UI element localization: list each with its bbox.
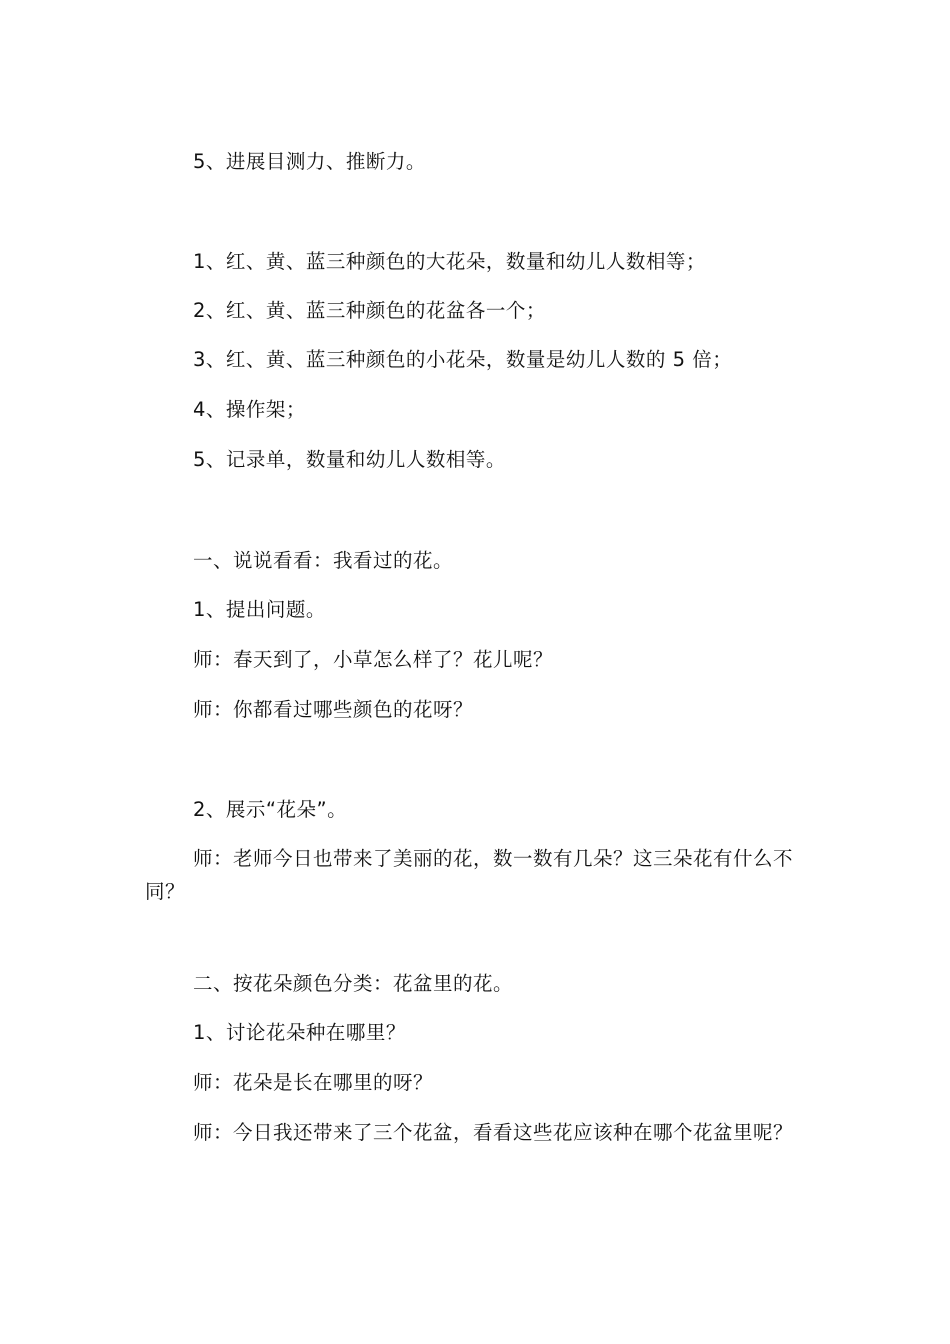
teacher-line-1: 师：春天到了，小草怎么样了？花儿呢？: [193, 648, 554, 671]
step-2-1: 1、讨论花朵种在哪里？: [193, 1021, 406, 1044]
material-item-3: 3、红、黄、蓝三种颜色的小花朵，数量是幼儿人数的 5 倍；: [193, 348, 733, 371]
step-1-1: 1、提出问题。: [193, 598, 326, 621]
objective-item-5: 5、进展目测力、推断力。: [193, 150, 426, 173]
material-item-2: 2、红、黄、蓝三种颜色的花盆各一个；: [193, 299, 546, 322]
section-heading-2: 二、按花朵颜色分类：花盆里的花。: [193, 972, 514, 995]
material-item-5: 5、记录单，数量和幼儿人数相等。: [193, 448, 506, 471]
teacher-line-5: 师：今日我还带来了三个花盆，看看这些花应该种在哪个花盆里呢？: [193, 1121, 794, 1144]
material-item-4: 4、操作架；: [193, 398, 306, 421]
teacher-line-3: 师：老师今日也带来了美丽的花，数一数有几朵？这三朵花有什么不同？: [145, 847, 794, 903]
section-heading-1: 一、说说看看：我看过的花。: [193, 549, 454, 572]
teacher-line-2: 师：你都看过哪些颜色的花呀？: [193, 698, 474, 721]
step-1-2: 2、展示“花朵”。: [193, 798, 348, 821]
teacher-line-4: 师：花朵是长在哪里的呀？: [193, 1071, 434, 1094]
material-item-1: 1、红、黄、蓝三种颜色的大花朵，数量和幼儿人数相等；: [193, 250, 706, 273]
